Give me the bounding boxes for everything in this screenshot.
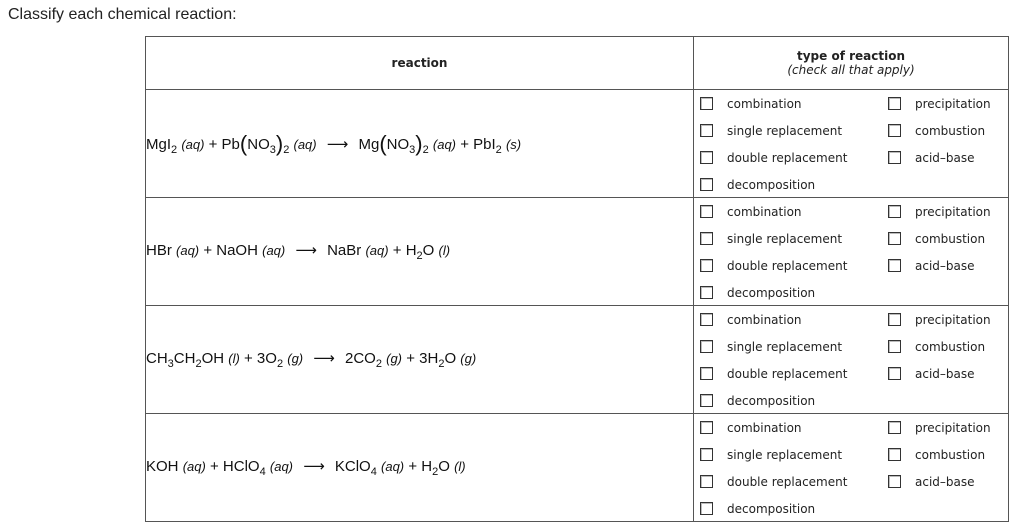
option-label: decomposition bbox=[727, 178, 816, 192]
option-label: combustion bbox=[915, 448, 986, 462]
option-label: double replacement bbox=[727, 151, 848, 165]
checkbox[interactable] bbox=[888, 151, 901, 164]
option-label: double replacement bbox=[727, 367, 848, 381]
option-acid-base[interactable] bbox=[882, 469, 975, 495]
checkbox[interactable] bbox=[888, 124, 901, 137]
checkbox[interactable] bbox=[700, 205, 713, 218]
options-cell bbox=[694, 306, 1009, 414]
checkbox[interactable] bbox=[700, 232, 713, 245]
option-label: acid–base bbox=[915, 259, 975, 273]
option-group bbox=[694, 414, 1008, 521]
option-single-replacement[interactable] bbox=[694, 226, 842, 252]
checkbox[interactable] bbox=[888, 259, 901, 272]
checkbox[interactable] bbox=[700, 448, 713, 461]
reaction-equation: $CH_3CH_2OH$ $(l) + 3O_2$ (g) ⟶ $2CO_2$ $(g) + 3H_2O$ (g) bbox=[146, 306, 694, 414]
table-row bbox=[146, 306, 1009, 414]
option-single-replacement[interactable] bbox=[694, 442, 842, 468]
checkbox[interactable] bbox=[888, 367, 901, 380]
option-double-replacement[interactable] bbox=[694, 253, 847, 279]
option-precipitation[interactable] bbox=[882, 307, 991, 333]
option-acid-base[interactable] bbox=[882, 361, 975, 387]
option-combination[interactable] bbox=[694, 199, 802, 225]
option-decomposition[interactable] bbox=[694, 496, 815, 522]
option-label: combination bbox=[727, 97, 802, 111]
checkbox[interactable] bbox=[700, 97, 713, 110]
checkbox[interactable] bbox=[700, 475, 713, 488]
option-single-replacement[interactable] bbox=[694, 118, 842, 144]
option-combination[interactable] bbox=[694, 415, 802, 441]
checkbox[interactable] bbox=[700, 124, 713, 137]
option-label: precipitation bbox=[915, 97, 991, 111]
reaction-equation: KOH (aq) + HClO$_4$ (aq) ⟶ KClO$_4$ $(aq) + H_2O$ (l) bbox=[146, 414, 694, 522]
option-combustion[interactable] bbox=[882, 226, 985, 252]
option-combination[interactable] bbox=[694, 91, 802, 117]
options-cell bbox=[694, 198, 1009, 306]
checkbox[interactable] bbox=[700, 394, 713, 407]
option-double-replacement[interactable] bbox=[694, 361, 847, 387]
option-single-replacement[interactable] bbox=[694, 334, 842, 360]
option-precipitation[interactable] bbox=[882, 415, 991, 441]
reaction-equation: HBr (aq) + NaOH (aq) ⟶ NaBr $(aq) + H_2O$ (l) bbox=[146, 198, 694, 306]
option-label: acid–base bbox=[915, 367, 975, 381]
option-precipitation[interactable] bbox=[882, 91, 991, 117]
option-decomposition[interactable] bbox=[694, 172, 815, 198]
type-header-title: type of reaction bbox=[796, 49, 905, 63]
checkbox[interactable] bbox=[888, 421, 901, 434]
option-label: precipitation bbox=[915, 421, 991, 435]
option-group bbox=[694, 90, 1008, 197]
option-label: double replacement bbox=[727, 259, 848, 273]
option-combustion[interactable] bbox=[882, 334, 985, 360]
option-label: decomposition bbox=[727, 394, 816, 408]
option-label: combustion bbox=[915, 124, 986, 138]
option-acid-base[interactable] bbox=[882, 145, 975, 171]
option-label: precipitation bbox=[915, 313, 991, 327]
option-label: combination bbox=[727, 313, 802, 327]
table-header-row bbox=[146, 37, 1009, 90]
options-cell bbox=[694, 90, 1009, 198]
option-precipitation[interactable] bbox=[882, 199, 991, 225]
table-row bbox=[146, 414, 1009, 522]
checkbox[interactable] bbox=[888, 205, 901, 218]
checkbox[interactable] bbox=[700, 286, 713, 299]
checkbox[interactable] bbox=[888, 448, 901, 461]
checkbox[interactable] bbox=[700, 313, 713, 326]
table-row bbox=[146, 90, 1009, 198]
option-group bbox=[694, 198, 1008, 305]
option-label: single replacement bbox=[727, 448, 843, 462]
option-acid-base[interactable] bbox=[882, 253, 975, 279]
option-decomposition[interactable] bbox=[694, 388, 815, 414]
table-row bbox=[146, 198, 1009, 306]
checkbox[interactable] bbox=[888, 232, 901, 245]
checkbox[interactable] bbox=[888, 340, 901, 353]
option-label: combination bbox=[727, 421, 802, 435]
reaction-equation: MgI$_2$ $(aq) + Pb(NO_3)_2$ (aq) ⟶ $Mg(NO_3)_2$ (aq) + PbI$_2$ (s) bbox=[146, 90, 694, 198]
checkbox[interactable] bbox=[700, 502, 713, 515]
checkbox[interactable] bbox=[888, 475, 901, 488]
option-label: single replacement bbox=[727, 340, 843, 354]
option-label: single replacement bbox=[727, 124, 843, 138]
checkbox[interactable] bbox=[700, 421, 713, 434]
option-label: decomposition bbox=[727, 286, 816, 300]
option-combustion[interactable] bbox=[882, 442, 985, 468]
option-label: combination bbox=[727, 205, 802, 219]
option-label: single replacement bbox=[727, 232, 843, 246]
checkbox[interactable] bbox=[700, 178, 713, 191]
checkbox[interactable] bbox=[700, 259, 713, 272]
option-label: combustion bbox=[915, 340, 986, 354]
option-label: combustion bbox=[915, 232, 986, 246]
option-label: double replacement bbox=[727, 475, 848, 489]
checkbox[interactable] bbox=[888, 313, 901, 326]
checkbox[interactable] bbox=[700, 367, 713, 380]
option-label: decomposition bbox=[727, 502, 816, 516]
options-cell bbox=[694, 414, 1009, 522]
option-double-replacement[interactable] bbox=[694, 469, 847, 495]
option-label: precipitation bbox=[915, 205, 991, 219]
checkbox[interactable] bbox=[700, 151, 713, 164]
option-combination[interactable] bbox=[694, 307, 802, 333]
reaction-table bbox=[145, 36, 1009, 522]
option-label: acid–base bbox=[915, 151, 975, 165]
option-double-replacement[interactable] bbox=[694, 145, 847, 171]
type-column-header bbox=[694, 37, 1009, 90]
option-group bbox=[694, 306, 1008, 413]
option-decomposition[interactable] bbox=[694, 280, 815, 306]
checkbox[interactable] bbox=[888, 97, 901, 110]
instruction-text: Classify each chemical reaction: bbox=[8, 6, 237, 23]
checkbox[interactable] bbox=[700, 340, 713, 353]
option-label: acid–base bbox=[915, 475, 975, 489]
reaction-column-header: reaction bbox=[146, 37, 694, 90]
option-combustion[interactable] bbox=[882, 118, 985, 144]
type-header-hint: (check all that apply) bbox=[787, 63, 915, 77]
